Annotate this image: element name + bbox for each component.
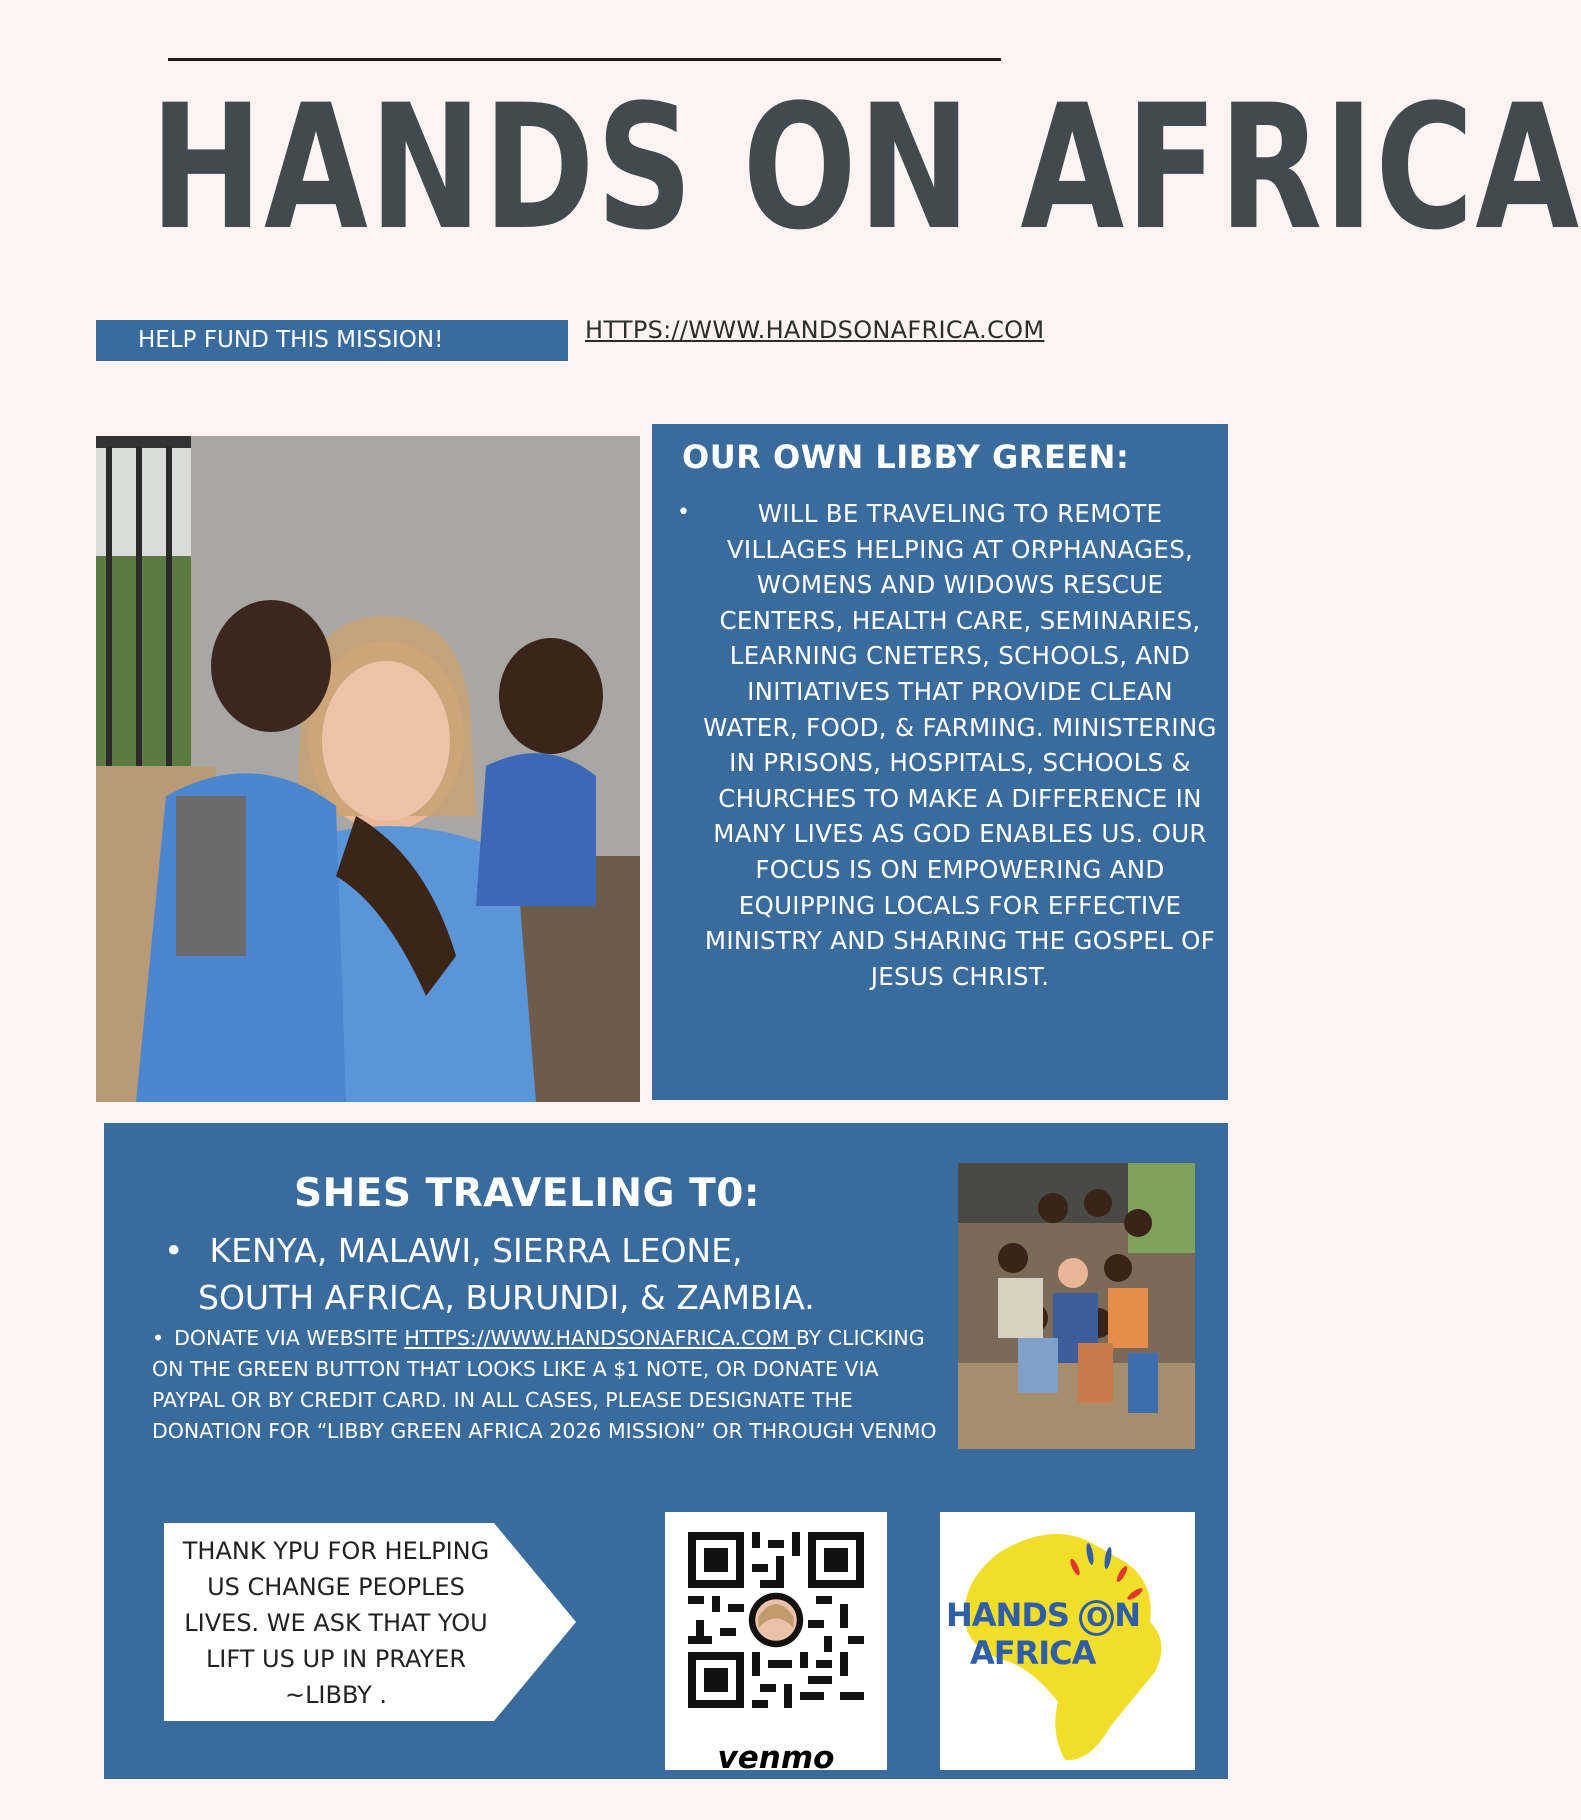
countries-line-2: SOUTH AFRICA, BURUNDI, & ZAMBIA.: [198, 1278, 815, 1317]
bullet-icon: •: [164, 1231, 184, 1270]
libby-with-children-photo: [96, 436, 640, 1102]
venmo-label: venmo: [717, 1740, 835, 1776]
help-fund-button[interactable]: HELP FUND THIS MISSION!: [96, 320, 568, 361]
qr-code-icon: [688, 1532, 864, 1708]
libby-info-panel: [652, 424, 1228, 1100]
travel-heading: SHES TRAVELING T0:: [294, 1171, 760, 1216]
info-body: WILL BE TRAVELING TO REMOTE VILLAGES HELPING AT ORPHANAGES, WOMENS AND WIDOWS RESCUE CENTERS, HEALTH CARE, SEMINARIES, LEARNING CNETERS, SCHOOLS, AND INITIATIVES THAT PROVIDE CLEAN WATER, FOOD, & FARMING. MINISTERING IN PRISONS, HOSPITALS, SCHOOLS & CHURCHES TO MAKE A DIFFERENCE IN MANY LIVES AS GOD ENABLES US. OUR FOCUS IS ON EMPOWERING AND EQUIPPING LOCALS FOR EFFECTIVE MINISTRY AND SHARING THE GOSPEL OF JESUS CHRIST.: [703, 499, 1217, 991]
donate-website-link[interactable]: HTTPS://WWW.HANDSONAFRICA.COM: [404, 1326, 796, 1350]
top-rule: [168, 58, 1001, 61]
venmo-qr-card[interactable]: [665, 1512, 887, 1776]
website-link[interactable]: HTTPS://WWW.HANDSONAFRICA.COM: [585, 316, 1045, 344]
travel-countries: [164, 1227, 864, 1321]
bullet-icon: •: [677, 500, 690, 525]
children-group-photo: [958, 1163, 1195, 1449]
logo-wordmark-line1: HANDS O N: [946, 1596, 1140, 1634]
hands-on-africa-logo: [940, 1512, 1195, 1770]
travel-panel: [104, 1123, 1228, 1779]
thank-you-message: THANK YPU FOR HELPING US CHANGE PEOPLES LIVES. WE ASK THAT YOU LIFT US UP IN PRAYER ~LIBBY .: [182, 1537, 490, 1709]
countries-line-1: • KENYA, MALAWI, SIERRA LEONE,: [164, 1231, 743, 1270]
donate-instructions: • DONATE VIA WEBSITE HTTPS://WWW.HANDSONAFRICA.COM BY CLICKING ON THE GREEN BUTTON THAT LOOKS LIKE A $1 NOTE, OR DONATE VIA PAYPAL OR BY CREDIT CARD. IN ALL CASES, PLEASE DESIGNATE THE DONATION FOR “LIBBY GREEN AFRICA 2026 MISSION” OR THROUGH VENMO: [152, 1326, 937, 1443]
page-title: HANDS ON AFRICA: [150, 67, 1581, 268]
logo-wordmark-line2: AFRICA: [970, 1634, 1096, 1672]
bullet-icon: •: [152, 1326, 165, 1350]
logo-o-hand-icon: O: [1079, 1600, 1114, 1636]
info-heading: OUR OWN LIBBY GREEN:: [682, 438, 1130, 476]
